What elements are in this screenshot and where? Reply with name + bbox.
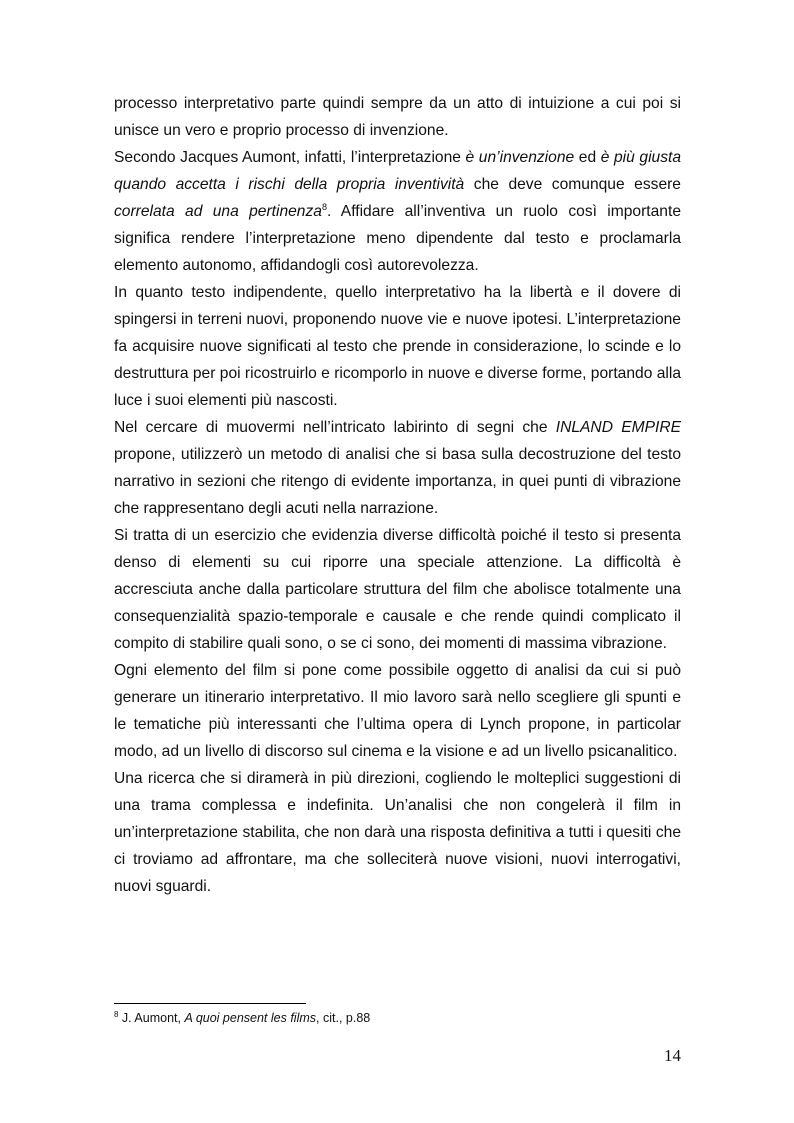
paragraph-2-text: che deve comunque essere	[464, 176, 681, 193]
footnote-citation: , cit., p.88	[316, 1011, 371, 1025]
paragraph-4-text: Nel cercare di muovermi nell’intricato labirinto di segni che	[114, 419, 556, 436]
paragraph-4-text: propone, utilizzerò un metodo di analisi che si basa sulla decostruzione del testo narrativo in sezioni che ritengo di evidente importanza, in quei punti di vibrazione che rappresentano degli acuti nella narrazione.	[114, 446, 681, 517]
body-text	[114, 90, 681, 900]
footnote-title: A quoi pensent les films	[184, 1011, 317, 1025]
quote-pertinenza: correlata ad una pertinenza	[114, 203, 322, 220]
footnote	[114, 1010, 681, 1026]
paragraph-7: Una ricerca che si diramerà in più direzioni, cogliendo le molteplici suggestioni di una trama complessa e indefinita. Un’analisi che non congelerà il film in un’interpretazione stabilita, che non darà una risposta definitiva a tutti i quesiti che ci troviamo ad affrontare, ma che solleciterà nuove visioni, nuovi interrogativi, nuovi sguardi.	[114, 770, 681, 895]
footnote-number: 8	[114, 1010, 119, 1019]
footnote-separator	[114, 1003, 306, 1004]
paragraph-4	[114, 414, 681, 522]
paragraph-2-text: ed	[574, 149, 601, 166]
paragraph-1: processo interpretativo parte quindi sempre da un atto di intuizione a cui poi si unisce un vero e proprio processo di invenzione.	[114, 95, 681, 139]
quote-invenzione: è un’invenzione	[465, 149, 575, 166]
paragraph-2-text: . Affidare all’inventiva un ruolo così importante significa rendere l’interpretazione meno dipendente dal testo e proclamarla elemento autonomo, affidandogli così autorevolezza.	[114, 203, 681, 274]
page-number: 14	[664, 1046, 681, 1065]
paragraph-2	[114, 144, 681, 279]
footnote-author: J. Aumont,	[118, 1011, 185, 1025]
film-title: INLAND EMPIRE	[555, 419, 681, 436]
paragraph-5: Si tratta di un esercizio che evidenzia diverse difficoltà poiché il testo si presenta denso di elementi su cui riporre una speciale attenzione. La difficoltà è accresciuta anche dalla particolare struttura del film che abolisce totalmente una consequenzialità spazio-temporale e causale e che rende quindi complicato il compito di stabilire quali sono, o se ci sono, dei momenti di massima vibrazione.	[114, 527, 681, 652]
footnote-reference: 8	[321, 202, 327, 212]
quote-giusta: è più giusta quando accetta i rischi della propria inventività	[114, 149, 682, 193]
paragraph-3: In quanto testo indipendente, quello interpretativo ha la libertà e il dovere di spingersi in terreni nuovi, proponendo nuove vie e nuove ipotesi. L’interpretazione fa acquisire nuove significati al testo che prende in considerazione, lo scinde e lo destruttura per poi ricostruirlo e ricomporlo in nuove e diverse forme, portando alla luce i suoi elementi più nascosti.	[114, 284, 681, 409]
paragraph-6: Ogni elemento del film si pone come possibile oggetto di analisi da cui si può generare un itinerario interpretativo. Il mio lavoro sarà nello scegliere gli spunti e le tematiche più interessanti che l’ultima opera di Lynch propone, in particolar modo, ad un livello di discorso sul cinema e la visione e ad un livello psicanalitico.	[114, 662, 681, 760]
paragraph-2-text: Secondo Jacques Aumont, infatti, l’interpretazione	[114, 149, 466, 166]
